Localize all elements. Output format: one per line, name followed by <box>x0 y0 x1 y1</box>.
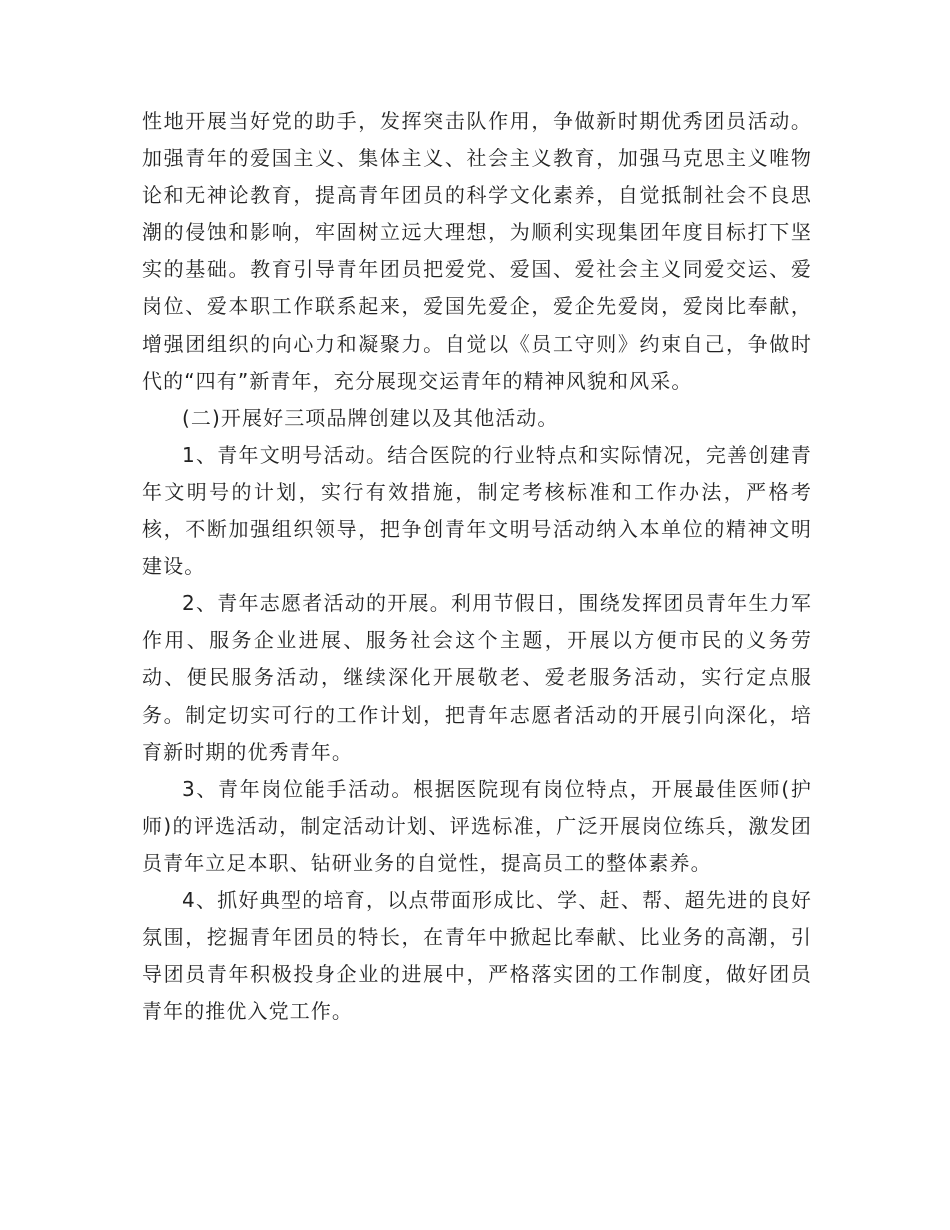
paragraph-item-3: 3、青年岗位能手活动。根据医院现有岗位特点，开展最佳医师(护师)的评选活动，制定活动计划、评选标准，广泛开展岗位练兵，激发团员青年立足本职、钻研业务的自觉性，提高员工的整体素养。 <box>142 776 812 875</box>
paragraph-item-4: 4、抓好典型的培育，以点带面形成比、学、赶、帮、超先进的良好氛围，挖掘青年团员的特长，在青年中掀起比奉献、比业务的高潮，引导团员青年积极投身企业的进展中，严格落实团的工作制度，做好团员青年的推优入党工作。 <box>142 887 812 1024</box>
section-heading: (二)开展好三项品牌创建以及其他活动。 <box>182 405 559 430</box>
paragraph-item-1: 1、青年文明号活动。结合医院的行业特点和实际情况，完善创建青年文明号的计划，实行有效措施，制定考核标准和工作办法，严格考核，不断加强组织领导，把争创青年文明号活动纳入本单位的精神文明建设。 <box>142 442 812 579</box>
document-body <box>142 103 812 1030</box>
paragraph-continuation: 性地开展当好党的助手，发挥突击队作用，争做新时期优秀团员活动。加强青年的爱国主义、集体主义、社会主义教育，加强马克思主义唯物论和无神论教育，提高青年团员的科学文化素养，自觉抵制社会不良思潮的侵蚀和影响，牢固树立远大理想，为顺利实现集团年度目标打下坚实的基础。教育引导青年团员把爱党、爱国、爱社会主义同爱交运、爱岗位、爱本职工作联系起来，爱国先爱企，爱企先爱岗，爱岗比奉献，增强团组织的向心力和凝聚力。自觉以《员工守则》约束自己，争做时代的“四有”新青年，充分展现交运青年的精神风貌和风采。 <box>142 109 812 393</box>
paragraph-item-2: 2、青年志愿者活动的开展。利用节假日，围绕发挥团员青年生力军作用、服务企业进展、服务社会这个主题，开展以方便市民的义务劳动、便民服务活动，继续深化开展敬老、爱老服务活动，实行定点服务。制定切实可行的工作计划，把青年志愿者活动的开展引向深化，培育新时期的优秀青年。 <box>142 591 812 764</box>
